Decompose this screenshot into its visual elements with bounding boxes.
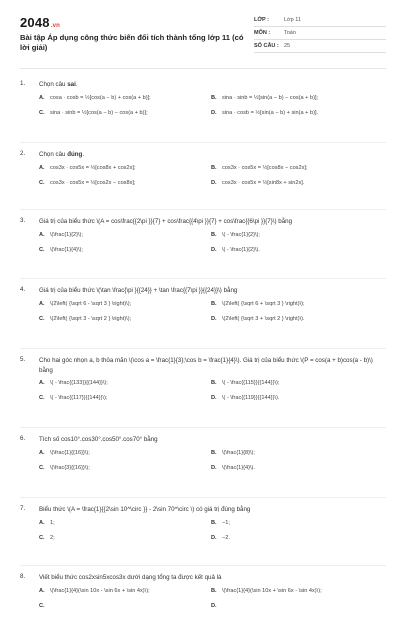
option-letter: C. [39,464,45,471]
option-letter: D. [211,602,217,609]
option-letter: D. [211,464,217,471]
option-c[interactable] [39,465,209,471]
worksheet-meta [254,14,386,53]
option-letter: C. [39,179,45,186]
meta-subject-row [254,27,386,40]
question-separator [20,497,386,498]
option-letter: A. [39,519,45,526]
option-text: \(2\left( {\sqrt 3 - \sqrt 2 } \right)\); [50,315,132,322]
option-text: \(\frac{1}{8}\); [222,449,255,456]
question-number: 2. [20,150,26,157]
question-separator [20,142,386,143]
answer-options [39,165,386,199]
option-letter: C. [39,534,45,541]
option-letter: B. [211,231,217,238]
question-number: 6. [20,435,26,442]
option-text: \( - \frac{{117}}{{144}}\); [50,395,108,401]
question-separator [20,565,386,566]
question-number: 1. [20,80,26,87]
option-letter: A. [39,587,45,594]
question-text-emphasis: đúng [67,151,83,158]
option-letter: C. [39,246,45,253]
option-text: sina · sinb = ½[sin(a − b) − cos(a + b)]; [222,94,319,101]
answer-options [39,588,386,622]
option-letter: A. [39,449,45,456]
question-7 [20,505,386,554]
option-a[interactable] [39,380,209,386]
question-text-suffix: . [75,81,78,88]
question-separator [20,209,386,210]
option-letter: D. [211,246,217,253]
question-text-suffix: . [82,151,85,158]
option-b[interactable] [211,380,381,386]
option-c[interactable] [39,535,209,541]
option-text: 1; [50,519,55,526]
option-text: \(\frac{1}{4}\); [50,246,83,253]
meta-class-label: LỚP : [254,17,269,23]
question-5 [20,356,386,414]
option-text: \( - \frac{1}{2}\); [222,231,260,238]
option-c[interactable] [39,110,209,116]
option-text: cos3x · cos5x = ½[sin8x + sin2x]. [222,179,305,186]
question-6 [20,435,386,484]
question-text-emphasis: sai [67,81,76,88]
option-c[interactable] [39,395,209,401]
question-text [39,80,386,90]
meta-class-row [254,14,386,27]
option-b[interactable] [211,520,381,526]
option-text: \(\frac{1}{4}\). [222,464,255,471]
question-text [39,150,386,160]
option-text: cosa · cosb = ½[cos(a − b) + cos(a + b)]; [50,94,151,101]
option-text: −1; [222,519,230,526]
option-text: \( - \frac{{133}}{{144}}\); [50,380,108,386]
option-letter: A. [39,231,45,238]
option-b[interactable] [211,232,381,238]
question-text [39,356,386,375]
worksheet-title: Bài tập Áp dụng công thức biến đổi tích thành tổng lớp 11 (có lời giải) [20,33,244,52]
meta-count-label: SỐ CÂU : [254,43,279,49]
option-letter: B. [211,300,217,307]
option-text: \( - \frac{1}{2}\). [222,246,260,253]
question-text [39,217,386,227]
question-separator [20,348,386,349]
option-letter: C. [39,315,45,322]
option-letter: A. [39,94,45,101]
meta-class-value: Lớp 11 [284,17,301,23]
answer-options [39,380,386,414]
question-text [39,505,386,515]
answer-options [39,232,386,266]
option-letter: C. [39,109,45,116]
option-letter: D. [211,109,217,116]
option-c[interactable] [39,603,209,609]
option-text: sina · sinb = ½[cos(a − b) − cos(a + b)]; [50,109,148,116]
question-number: 3. [20,217,26,224]
option-text: 2; [50,534,55,541]
question-text [39,286,386,296]
question-2 [20,150,386,199]
option-b[interactable] [211,165,381,171]
option-d[interactable] [211,535,381,541]
option-letter: B. [211,380,217,386]
option-letter: B. [211,587,217,594]
question-text-prefix: Giá trị của biểu thức \(A = cos\frac{{2\pi }}{7} + cos\frac{{4\pi }}{7} + cos\frac{{6\pi }}{7}\) bằng [39,218,293,225]
option-a[interactable] [39,450,209,456]
option-d[interactable] [211,247,381,253]
answer-options [39,301,386,335]
answer-options [39,520,386,554]
question-separator [20,427,386,428]
option-c[interactable] [39,247,209,253]
option-a[interactable] [39,95,209,101]
question-3 [20,217,386,266]
option-d[interactable] [211,465,381,471]
question-text [39,573,386,583]
option-letter: B. [211,94,217,101]
option-letter: D. [211,534,217,541]
option-text: \(2\left( {\sqrt 3 + \sqrt 2 } \right)\). [222,315,305,322]
question-separator [20,278,386,279]
option-letter: C. [39,602,45,609]
site-logo[interactable]: 2048.vn [20,15,61,30]
option-text: \( - \frac{{115}}{{144}}\); [222,380,280,386]
option-text: \(\frac{3}{{16}}\); [50,464,90,471]
option-text: \(2\left( {\sqrt 6 - \sqrt 3 } \right)\); [50,300,132,307]
option-d[interactable] [211,110,381,116]
question-text-prefix: Biểu thức \(A = \frac{1}{{2\sin 10^\circ }} - 2\sin 70^\circ \) có giá trị đúng bằng [39,506,251,513]
option-d[interactable] [211,395,381,401]
question-text-prefix: Chọn câu [39,151,68,158]
option-b[interactable] [211,450,381,456]
option-text: \(\frac{1}{{16}}\); [50,449,90,456]
question-number: 5. [20,356,26,363]
option-b[interactable] [211,95,381,101]
meta-count-value: 25 [284,43,291,49]
option-letter: B. [211,164,217,171]
meta-count-row [254,40,386,53]
option-letter: A. [39,380,45,386]
option-c[interactable] [39,316,209,322]
option-letter: C. [39,395,45,401]
option-a[interactable] [39,165,209,171]
option-text: \(\frac{1}{4}(\sin 10x - \sin 6x + \sin 4x)\); [50,587,150,594]
option-letter: D. [211,179,217,186]
question-number: 7. [20,505,26,512]
question-text-prefix: Tích số cos10°.cos30°.cos50°.cos70° bằng [39,436,158,443]
option-a[interactable] [39,520,209,526]
question-number: 4. [20,286,26,293]
option-c[interactable] [39,180,209,186]
option-text: cos3x · cos5x = ½[cos8x + cos2x]; [50,164,136,171]
option-text: \(2\left( {\sqrt 6 + \sqrt 3 } \right)\); [222,300,305,307]
option-b[interactable] [211,301,381,307]
header-divider [20,68,386,69]
option-text: cos3x · cos5x = ½[cos2x − cos8x]; [50,179,136,186]
option-text: sina · cosb = ½[sin(a − b) + sin(a + b)]. [222,109,319,116]
option-a[interactable] [39,232,209,238]
meta-subject-value: Toán [284,30,296,36]
meta-subject-label: MÔN : [254,30,271,36]
question-text [39,435,386,445]
option-text: −2. [222,534,230,541]
option-letter: B. [211,449,217,456]
option-d[interactable] [211,180,381,186]
option-d[interactable] [211,603,381,609]
question-number: 8. [20,573,26,580]
option-letter: B. [211,519,217,526]
question-8 [20,573,386,622]
option-letter: D. [211,395,217,401]
question-text-prefix: Giá trị của biểu thức \(\tan \frac{\pi }{{24}} + \tan \frac{{7\pi }}{{24}}\) bằng [39,287,238,294]
option-text: \(\frac{1}{2}\); [50,231,83,238]
question-1 [20,80,386,129]
question-text-prefix: Chọn câu [39,81,68,88]
option-letter: A. [39,164,45,171]
option-d[interactable] [211,316,381,322]
answer-options [39,450,386,484]
option-letter: A. [39,300,45,307]
option-a[interactable] [39,301,209,307]
question-text-prefix: Viết biểu thức cos2xsin5xcos3x dưới dạng tổng ta được kết quả là [39,574,222,581]
option-letter: D. [211,315,217,322]
option-text: \(\frac{1}{4}(\sin 10x + \sin 6x - \sin 4x)\); [222,587,322,594]
option-a[interactable] [39,588,209,594]
question-text-prefix: Cho hai góc nhọn a, b thỏa mãn \(\cos a = \frac{1}{3};\cos b = \frac{1}{4}\). Giá trị của biểu thức \(P = cos(a + b)cos(a - b)\) bằng [39,357,373,374]
option-b[interactable] [211,588,381,594]
option-text: \( - \frac{{119}}{{144}}\). [222,395,280,401]
question-4 [20,286,386,335]
answer-options [39,95,386,129]
option-text: cos3x · cos5x = ½[cos8x − cos2x]; [222,164,308,171]
